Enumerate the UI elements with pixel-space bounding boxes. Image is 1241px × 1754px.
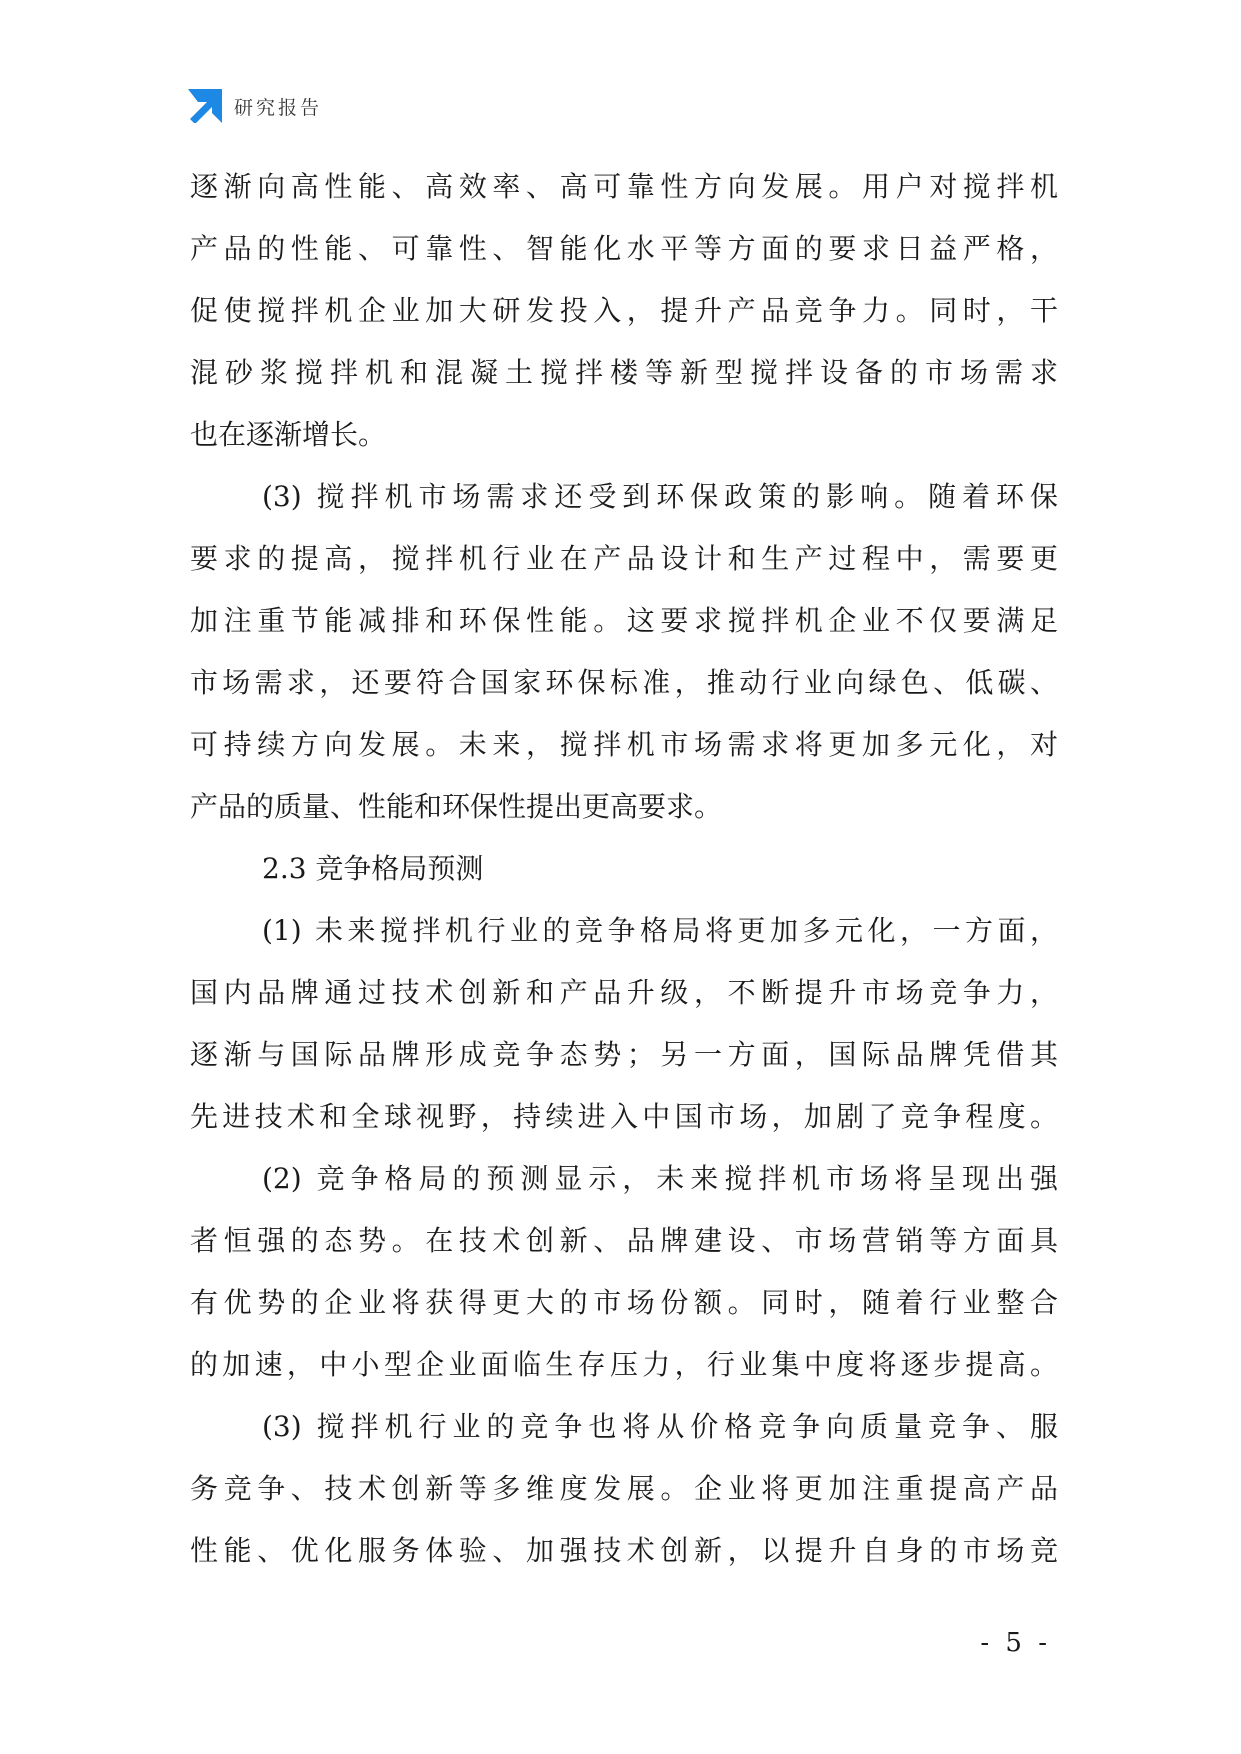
text-line: 促使搅拌机企业加大研发投入，提升产品竞争力。同时，干 bbox=[190, 294, 1058, 327]
header-title: 研究报告 bbox=[234, 96, 323, 119]
text-line: 产品的性能、可靠性、智能化水平等方面的要求日益严格， bbox=[190, 232, 1058, 265]
text-line: 先进技术和全球视野，持续进入中国市场，加剧了竞争程度。 bbox=[190, 1100, 1058, 1133]
text-line: 性能、优化服务体验、加强技术创新，以提升自身的市场竞 bbox=[190, 1534, 1058, 1567]
page-header bbox=[188, 88, 322, 124]
section-heading: 2.3 竞争格局预测 bbox=[262, 852, 484, 885]
text-line: 逐渐与国际品牌形成竞争态势；另一方面，国际品牌凭借其 bbox=[190, 1038, 1058, 1071]
text-line: 也在逐渐增长。 bbox=[190, 418, 387, 451]
document-body bbox=[190, 156, 1058, 1582]
text-line: 逐渐向高性能、高效率、高可靠性方向发展。用户对搅拌机 bbox=[190, 170, 1058, 203]
text-line: (2) 竞争格局的预测显示，未来搅拌机市场将呈现出强 bbox=[262, 1162, 1058, 1195]
text-line: 混砂浆搅拌机和混凝土搅拌楼等新型搅拌设备的市场需求 bbox=[190, 356, 1058, 389]
text-line: (3) 搅拌机市场需求还受到环保政策的影响。随着环保 bbox=[262, 480, 1058, 513]
text-line: 国内品牌通过技术创新和产品升级，不断提升市场竞争力， bbox=[190, 976, 1058, 1009]
text-line: 市场需求，还要符合国家环保标准，推动行业向绿色、低碳、 bbox=[190, 666, 1058, 699]
text-line: 要求的提高，搅拌机行业在产品设计和生产过程中，需要更 bbox=[190, 542, 1058, 575]
text-line: 有优势的企业将获得更大的市场份额。同时，随着行业整合 bbox=[190, 1286, 1058, 1319]
text-line: (1) 未来搅拌机行业的竞争格局将更加多元化，一方面， bbox=[262, 914, 1058, 947]
text-line: 可持续方向发展。未来，搅拌机市场需求将更加多元化，对 bbox=[190, 728, 1058, 761]
arrow-up-right-logo-icon bbox=[188, 89, 222, 123]
text-line: 产品的质量、性能和环保性提出更高要求。 bbox=[190, 790, 723, 823]
text-line: 加注重节能减排和环保性能。这要求搅拌机企业不仅要满足 bbox=[190, 604, 1058, 637]
text-line: 者恒强的态势。在技术创新、品牌建设、市场营销等方面具 bbox=[190, 1224, 1058, 1257]
page-number: - 5 - bbox=[980, 1628, 1051, 1658]
text-line: 的加速，中小型企业面临生存压力，行业集中度将逐步提高。 bbox=[190, 1348, 1058, 1381]
text-line: (3) 搅拌机行业的竞争也将从价格竞争向质量竞争、服 bbox=[262, 1410, 1058, 1443]
text-line: 务竞争、技术创新等多维度发展。企业将更加注重提高产品 bbox=[190, 1472, 1058, 1505]
